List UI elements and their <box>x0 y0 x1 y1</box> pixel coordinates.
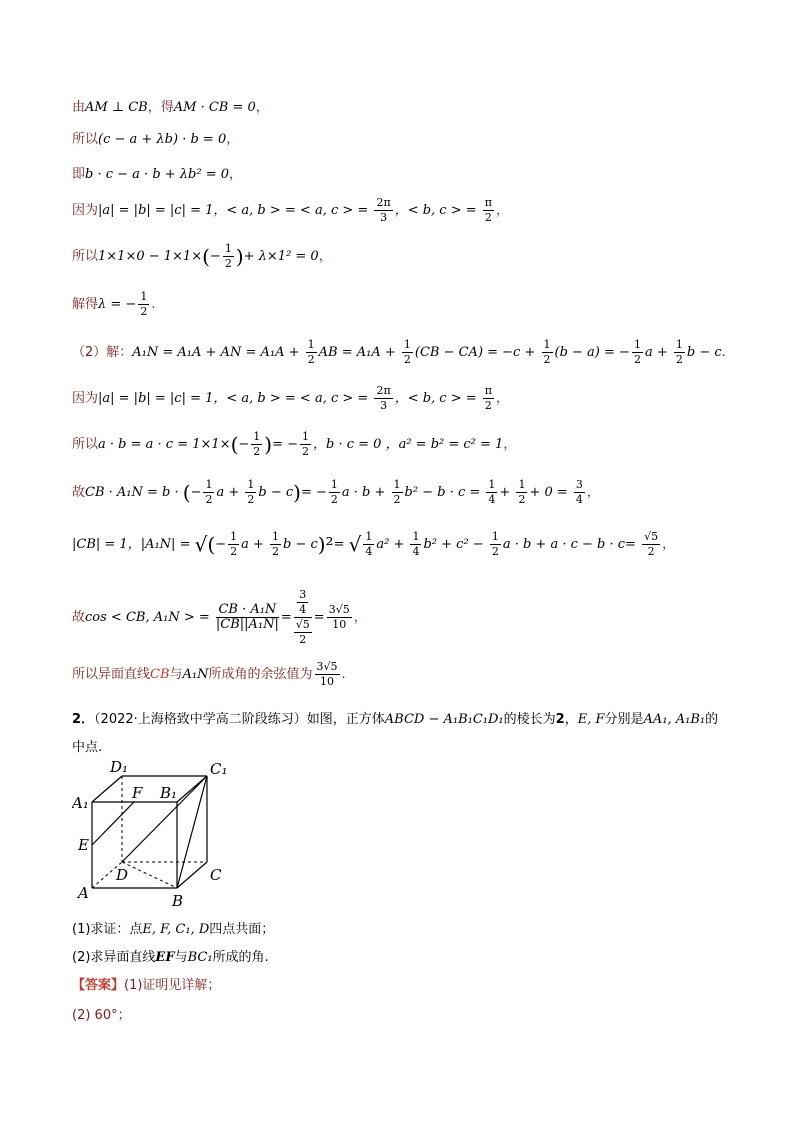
line-2 <box>72 128 239 147</box>
num: π <box>484 196 492 209</box>
num: 1 <box>253 430 261 443</box>
math: a² + <box>376 537 409 552</box>
text: 所成的角. <box>212 950 269 965</box>
den: 2 <box>647 545 655 558</box>
math: ，< a, b > = < a, c > = <box>213 203 373 218</box>
text: (1)求证：点 <box>72 922 143 937</box>
label-D1: D₁ <box>110 760 129 776</box>
text: . <box>341 667 346 682</box>
fraction <box>315 660 340 689</box>
label-F: F <box>132 784 143 802</box>
fraction <box>228 530 239 559</box>
num: 1 <box>488 478 496 491</box>
answer-tag: 【答案】 <box>72 978 125 993</box>
fraction <box>574 478 585 507</box>
math: E, F <box>577 712 605 727</box>
fraction <box>632 338 643 367</box>
den: 4 <box>365 545 373 558</box>
text: 因为 <box>72 391 99 406</box>
text: (2)求异面直线 <box>72 950 156 965</box>
text: 由 <box>72 100 86 115</box>
den: 4 <box>299 603 307 616</box>
text: （2）解： <box>72 345 133 360</box>
fraction <box>203 478 214 507</box>
math: = − <box>272 437 299 452</box>
num: 1 <box>403 338 411 351</box>
paren: ) <box>235 244 244 269</box>
math: a + <box>241 537 268 552</box>
den: 2 <box>230 545 238 558</box>
math: λ = − <box>98 297 137 312</box>
text: (1)证明见详解； <box>124 978 221 993</box>
num: π <box>484 384 492 397</box>
math: EF <box>155 950 175 965</box>
math: b − c <box>258 485 294 500</box>
math: ABCD − A₁B₁C₁D₁ <box>384 712 504 727</box>
num <box>294 588 312 618</box>
fraction <box>245 478 256 507</box>
text: 的棱长为 <box>503 712 556 727</box>
num: 1 <box>302 430 310 443</box>
math: 2 <box>555 712 565 727</box>
text: 与 <box>174 950 188 965</box>
num: 1 <box>543 338 551 351</box>
math: |a| = |b| = |c| = 1 <box>98 203 214 218</box>
den: 2 <box>247 493 255 506</box>
num: 1 <box>412 530 420 543</box>
fraction <box>483 196 494 225</box>
text: ， <box>226 132 240 147</box>
den: 2 <box>403 353 411 366</box>
den: |CB||A₁N| <box>215 617 279 632</box>
text: 故 <box>72 485 86 500</box>
label-E: E <box>78 836 89 854</box>
den: 2 <box>484 211 492 224</box>
line-3 <box>72 163 242 182</box>
math: A₁N <box>182 667 209 682</box>
text: 所以 <box>72 437 99 452</box>
den: 2 <box>393 493 401 506</box>
text: (2) 60°； <box>72 1008 131 1023</box>
fraction <box>363 530 374 559</box>
text: 即 <box>72 167 86 182</box>
fraction <box>402 338 413 367</box>
math: ，< b, c > = <box>394 391 481 406</box>
math: cos < CB, A₁N > = <box>85 610 214 625</box>
den: 2 <box>675 353 683 366</box>
line-4 <box>72 196 509 225</box>
math: = <box>625 537 641 552</box>
math: (c − a + λb) · b = 0 <box>98 132 227 147</box>
math: a + <box>644 345 672 360</box>
num: 1 <box>330 478 338 491</box>
fraction <box>216 603 279 632</box>
line-13 <box>72 660 346 689</box>
den: 2 <box>302 445 310 458</box>
den: 2 <box>484 399 492 412</box>
num: 3 <box>575 478 583 491</box>
answer-line-2 <box>72 1004 131 1023</box>
line-8 <box>72 384 509 413</box>
num: 1 <box>205 478 213 491</box>
text: . <box>151 297 156 312</box>
math: BC₁ <box>187 950 213 965</box>
text: 如图，正方体 <box>306 712 385 727</box>
num: √5 <box>644 530 659 543</box>
line-11: |CB| = 1，|A₁N| = √(− $\frac{1}{2}$ a + $\frac{1}{2}$ b − c)²= √ $\frac{1}{4}$ a² + $\frac{1}{4}$ b² + c² − $\frac{1}{2}$ a · b + a · c − b · c= $\frac{√5}{2}$ ， <box>72 530 676 558</box>
den: 2 <box>253 445 261 458</box>
fraction <box>642 530 660 559</box>
num: 1 <box>230 530 238 543</box>
question-1 <box>72 918 274 937</box>
text: . <box>721 345 726 360</box>
num: 1 <box>307 338 315 351</box>
fraction <box>306 338 317 367</box>
den: 2 <box>330 493 338 506</box>
line-12 <box>72 588 367 647</box>
math: (CB − CA) = −c + <box>414 345 540 360</box>
math: b · c − a · b + λb² = 0 <box>85 167 229 182</box>
fraction <box>138 290 149 319</box>
line-EF <box>92 802 134 845</box>
paren: )² <box>317 532 334 557</box>
line-7 <box>72 338 726 367</box>
math: ，< b, c > = <box>394 203 481 218</box>
num: 1 <box>633 338 641 351</box>
label-B1: B₁ <box>160 784 178 802</box>
text: ，得 <box>147 100 174 115</box>
label-A: A <box>78 884 89 902</box>
math: a · b + a · c − b · c <box>502 537 626 552</box>
answer-line-1 <box>72 974 220 993</box>
text: 所成角的余弦值为 <box>208 667 313 682</box>
num: 3 <box>299 588 307 601</box>
num: 1 <box>140 290 148 303</box>
fraction <box>542 338 553 367</box>
math: b² − b · c = <box>404 485 485 500</box>
den: 2 <box>205 493 213 506</box>
paren: ( <box>202 244 210 269</box>
math: = <box>333 537 349 552</box>
text: ， <box>318 249 332 264</box>
fraction <box>294 618 312 647</box>
den: 4 <box>575 493 583 506</box>
num: 1 <box>491 530 499 543</box>
fraction <box>674 338 685 367</box>
math: = <box>280 610 292 625</box>
den: 10 <box>320 675 335 688</box>
text: ， <box>496 391 510 406</box>
paren: ( <box>230 432 239 457</box>
text: 所以 <box>72 132 99 147</box>
num: 1 <box>271 530 279 543</box>
fraction <box>327 603 352 632</box>
line-BC1 <box>177 776 207 888</box>
text: 四点共面； <box>209 922 275 937</box>
sqrt: √ <box>348 532 362 557</box>
den: 2 <box>271 545 279 558</box>
math: + 0 = <box>529 485 572 500</box>
text: ， <box>229 167 243 182</box>
label-D: D <box>116 866 129 884</box>
fraction <box>270 530 281 559</box>
sqrt: √( <box>194 532 216 557</box>
num: 2π <box>376 384 391 397</box>
num: CB · A₁N <box>216 603 279 618</box>
num: 1 <box>365 530 373 543</box>
math: b − c <box>686 345 722 360</box>
num: 1 <box>675 338 683 351</box>
text: 因为 <box>72 203 99 218</box>
fraction <box>410 530 421 559</box>
num: 3√5 <box>328 603 350 616</box>
text: ， <box>496 203 510 218</box>
fraction <box>223 242 234 271</box>
math: = − <box>300 485 327 500</box>
label-A1: A₁ <box>72 794 89 812</box>
math: ，b · c = 0 ，a² = b² = c² = 1 <box>313 437 504 452</box>
fraction <box>516 478 527 507</box>
math: |a| = |b| = |c| = 1 <box>98 391 214 406</box>
line-1 <box>72 96 269 115</box>
den: 2 <box>307 353 315 366</box>
label-B: B <box>172 892 184 910</box>
label-C1: C₁ <box>210 760 228 778</box>
num: 1 <box>224 242 232 255</box>
math: |CB| = 1 <box>72 537 128 552</box>
math: A₁N = A₁A + AN = A₁A + <box>132 345 304 360</box>
math: a + <box>216 485 244 500</box>
fraction <box>294 588 312 647</box>
problem-number: 2． <box>72 712 95 727</box>
fraction <box>374 196 392 225</box>
den: 4 <box>412 545 420 558</box>
text: ， <box>564 712 578 727</box>
paren: ( <box>182 480 191 505</box>
math: + <box>499 485 515 500</box>
den <box>294 618 312 647</box>
math: AB = A₁A + <box>318 345 400 360</box>
text: ， <box>586 485 600 500</box>
num: 1 <box>518 478 526 491</box>
math: 1×1×0 − 1×1× <box>98 249 203 264</box>
num: 1 <box>247 478 255 491</box>
math: CB · A₁N = b · <box>85 485 183 500</box>
fraction <box>392 478 403 507</box>
problem-2-line-2 <box>72 736 102 755</box>
fraction <box>490 530 501 559</box>
label-C: C <box>210 866 222 884</box>
math: ，< a, b > = < a, c > = <box>213 391 373 406</box>
line-6 <box>72 290 155 319</box>
paren: ) <box>264 432 273 457</box>
hidden-edge <box>122 862 177 888</box>
den: 2 <box>543 353 551 366</box>
fraction <box>329 478 340 507</box>
den: 2 <box>140 305 148 318</box>
math: (b − a) = − <box>554 345 630 360</box>
fraction <box>374 384 392 413</box>
num: 2π <box>376 196 391 209</box>
den: 2 <box>633 353 641 366</box>
fraction <box>486 478 497 507</box>
math: ，|A₁N| = <box>127 537 195 552</box>
num: 3√5 <box>316 660 338 673</box>
math: b² + c² − <box>423 537 488 552</box>
math: b − c <box>282 537 318 552</box>
text: ， <box>503 437 517 452</box>
line-5: 所以1×1×0 − 1×1×(− $\frac{1}{2}$ )+ λ×1² = 0， <box>72 242 332 270</box>
num: √5 <box>295 618 310 631</box>
den: 3 <box>380 399 388 412</box>
fraction <box>251 430 262 459</box>
den: 2 <box>518 493 526 506</box>
text: 分别是 <box>604 712 644 727</box>
math: = <box>313 610 325 625</box>
paren: ) <box>293 480 301 505</box>
math: AM ⊥ CB <box>85 100 148 115</box>
den: 10 <box>332 618 347 631</box>
fraction <box>297 588 308 617</box>
den: 2 <box>224 257 232 270</box>
text: 解得 <box>72 297 99 312</box>
math: CB <box>150 667 170 682</box>
text: ， <box>353 610 367 625</box>
edge <box>92 776 122 802</box>
text: 所以异面直线 <box>72 667 151 682</box>
text: 中点. <box>72 740 103 755</box>
text: 故 <box>72 610 86 625</box>
math: AM · CB = 0 <box>173 100 256 115</box>
den: 4 <box>488 493 496 506</box>
source: （2022·上海格致中学高二阶段练习） <box>94 712 307 727</box>
text: ， <box>662 537 676 552</box>
den: 2 <box>491 545 499 558</box>
text: ， <box>255 100 269 115</box>
problem-2-line-1 <box>72 708 718 727</box>
den: 2 <box>299 633 307 646</box>
num: 1 <box>393 478 401 491</box>
fraction <box>300 430 311 459</box>
math: + λ×1² = 0 <box>243 249 319 264</box>
math: a · b = a · c = 1×1× <box>98 437 231 452</box>
math: a · b + <box>341 485 390 500</box>
text: 所以 <box>72 249 99 264</box>
line-9: 所以a · b = a · c = 1×1×(− $\frac{1}{2}$ )= − $\frac{1}{2}$ ，b · c = 0 ，a² = b² = c² = 1， <box>72 430 517 458</box>
text: 与 <box>169 667 183 682</box>
math: E, F, C₁, D <box>142 922 210 937</box>
fraction <box>483 384 494 413</box>
edge <box>177 862 207 888</box>
text: 的 <box>705 712 719 727</box>
question-2 <box>72 946 269 965</box>
math: AA₁, A₁B₁ <box>643 712 706 727</box>
line-10: 故CB · A₁N = b · (− $\frac{1}{2}$ a + $\frac{1}{2}$ b − c)= − $\frac{1}{2}$ a · b + $\frac{1}{2}$ b² − b · c = $\frac{1}{4}$ + $\frac{1}{2}$ + 0 = $\frac{3}{4}$ ， <box>72 478 600 506</box>
den: 3 <box>380 211 388 224</box>
cube-figure <box>72 760 232 910</box>
